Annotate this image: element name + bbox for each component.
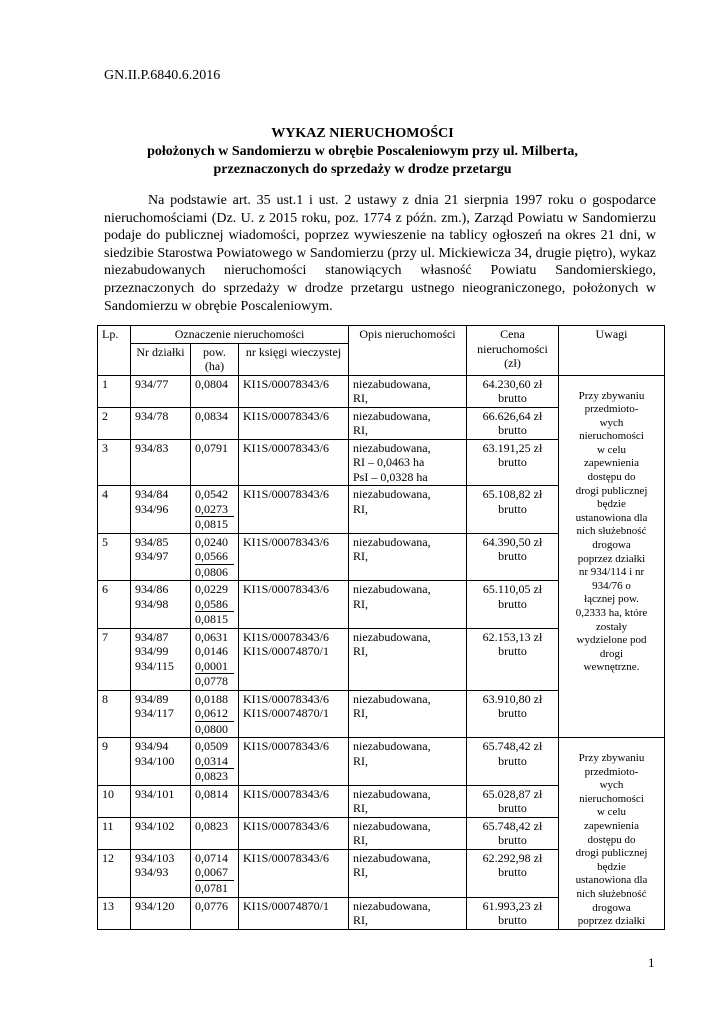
parcel-number: 934/99	[135, 644, 169, 658]
remark-line: nieruchomości	[579, 792, 644, 805]
cell-ksiega	[239, 375, 349, 407]
cell-cena	[467, 785, 559, 817]
cell-lp: 5	[98, 533, 131, 581]
header-nr-dzialki: Nr działki	[131, 343, 191, 375]
cell-opis	[349, 628, 467, 690]
cell-ksiega	[239, 628, 349, 690]
parcel-number: 934/83	[135, 440, 169, 455]
price-line: brutto	[498, 865, 527, 880]
cell-pow	[191, 486, 239, 534]
cell-ksiega	[239, 738, 349, 786]
price-line: brutto	[498, 455, 527, 469]
parcel-area: 0,0188	[195, 691, 228, 706]
cell-ksiega	[239, 533, 349, 581]
cell-lp: 6	[98, 581, 131, 629]
parcel-number: 934/86	[135, 582, 169, 596]
cell-opis	[349, 785, 467, 817]
description-line: niezabudowana,	[353, 487, 431, 501]
cell-ksiega	[239, 690, 349, 738]
parcel-number: 934/77	[135, 376, 169, 391]
description-line: RI,	[353, 596, 368, 611]
cell-cena	[467, 486, 559, 534]
price-line: 63.191,25 zł	[482, 440, 543, 455]
area-total: 0,0815	[195, 611, 234, 627]
price-line: brutto	[498, 423, 527, 437]
land-register-number: KI1S/00078343/6	[243, 818, 330, 833]
cell-ksiega	[239, 817, 349, 849]
cell-lp: 3	[98, 439, 131, 486]
price-line: brutto	[498, 753, 527, 768]
cell-ksiega	[239, 486, 349, 534]
price-line: brutto	[498, 801, 527, 816]
cell-opis	[349, 738, 467, 786]
remark-line: wewnętrzne.	[583, 661, 640, 674]
price-line: 65.108,82 zł	[482, 487, 543, 501]
cell-lp: 1	[98, 375, 131, 407]
parcel-area: 0,0814	[195, 786, 228, 801]
remark-line: nich służebność	[576, 525, 647, 538]
document-title: WYKAZ NIERUCHOMOŚCI	[271, 126, 454, 141]
description-line: niezabudowana,	[353, 629, 431, 644]
cell-dzialki	[131, 785, 191, 817]
cell-opis	[349, 439, 467, 486]
price-line: brutto	[498, 549, 527, 563]
price-line: brutto	[498, 501, 527, 516]
cell-pow	[191, 690, 239, 738]
price-line: brutto	[498, 706, 527, 720]
header-opis: Opis nieruchomości	[349, 326, 467, 376]
land-register-number: KI1S/00078343/6	[243, 440, 330, 455]
remark-line: nich służebność	[576, 887, 647, 900]
cell-opis	[349, 897, 467, 929]
land-register-number: KI1S/00078343/6	[243, 408, 330, 423]
price-line: 61.993,23 zł	[482, 898, 543, 913]
remark-line: dostępu do	[587, 833, 636, 846]
remark-line: poprzez działki	[577, 915, 646, 928]
parcel-number: 934/103	[135, 850, 175, 865]
land-register-number: KI1S/00078343/6	[243, 582, 330, 596]
parcel-area: 0,0714	[195, 850, 228, 865]
cell-pow	[191, 375, 239, 407]
remark-line: wydzielone pod	[576, 634, 647, 647]
header-lp: Lp.	[98, 326, 131, 376]
parcel-number: 934/96	[135, 501, 169, 516]
cell-dzialki	[131, 849, 191, 897]
description-line: niezabudowana,	[353, 408, 431, 423]
cell-dzialki	[131, 817, 191, 849]
remark-line: przedmioto-	[584, 765, 639, 778]
cell-lp: 9	[98, 738, 131, 786]
area-total: 0,0823	[195, 768, 234, 784]
cell-cena	[467, 738, 559, 786]
cell-cena	[467, 628, 559, 690]
cell-opis	[349, 375, 467, 407]
parcel-area: 0,0586	[195, 596, 228, 611]
remark-line: Przy zbywaniu	[578, 752, 645, 764]
cell-ksiega	[239, 849, 349, 897]
cell-lp: 2	[98, 407, 131, 439]
cell-pow	[191, 817, 239, 849]
price-line: 64.390,50 zł	[482, 534, 543, 549]
description-line: niezabudowana,	[353, 850, 431, 865]
description-line: niezabudowana,	[353, 818, 431, 833]
remark-line: zapewnienia	[584, 819, 639, 832]
area-total: 0,0806	[195, 564, 234, 580]
cell-opis	[349, 849, 467, 897]
description-line: niezabudowana,	[353, 582, 431, 596]
document-reference: GN.II.P.6840.6.2016	[104, 68, 221, 83]
remark-line: ustanowiona dla	[575, 874, 648, 887]
parcel-number: 934/84	[135, 487, 169, 501]
cell-dzialki	[131, 690, 191, 738]
parcel-number: 934/94	[135, 739, 169, 753]
cell-dzialki	[131, 628, 191, 690]
parcel-number: 934/102	[135, 818, 175, 833]
remark-line: będzie	[597, 498, 626, 511]
description-line: RI,	[353, 549, 368, 563]
cell-cena	[467, 407, 559, 439]
cell-opis	[349, 407, 467, 439]
table-body	[98, 375, 665, 929]
parcel-number: 934/87	[135, 629, 169, 644]
table-row	[98, 738, 665, 786]
description-line: RI,	[353, 913, 368, 928]
parcel-number: 934/89	[135, 691, 169, 706]
remark-line: dostępu do	[587, 471, 636, 484]
cell-ksiega	[239, 581, 349, 629]
area-total: 0,0781	[195, 880, 234, 896]
cell-cena	[467, 849, 559, 897]
cell-opis	[349, 817, 467, 849]
remark-line: w celu	[596, 806, 626, 819]
cell-dzialki	[131, 407, 191, 439]
remark-line: nr 934/114 i nr	[578, 566, 645, 579]
parcel-number: 934/85	[135, 534, 169, 549]
land-register-number: KI1S/00078343/6	[243, 786, 330, 801]
parcel-area: 0,0509	[195, 739, 228, 753]
parcel-area: 0,0229	[195, 582, 228, 596]
parcel-number: 934/78	[135, 408, 169, 423]
parcel-area: 0,0804	[195, 376, 228, 391]
cell-pow	[191, 897, 239, 929]
cell-dzialki	[131, 486, 191, 534]
page-number: 1	[648, 955, 655, 970]
description-line: RI,	[353, 833, 368, 848]
remark-line: wych	[599, 779, 624, 792]
description-line: RI,	[353, 865, 368, 880]
land-register-number: KI1S/00078343/6	[243, 629, 330, 644]
document-subtitle-line-1: położonych w Sandomierzu w obrębie Poscaleniowym przy ul. Milberta,	[147, 144, 578, 159]
area-total: 0,0778	[195, 673, 234, 689]
cell-pow	[191, 738, 239, 786]
cell-uwagi	[559, 738, 665, 930]
parcel-area: 0,0240	[195, 534, 228, 549]
parcel-area: 0,0001	[195, 658, 228, 673]
remark-line: 934/76 o	[592, 579, 631, 592]
land-register-number: KI1S/00074870/1	[243, 706, 330, 720]
cell-opis	[349, 533, 467, 581]
cell-dzialki	[131, 738, 191, 786]
land-register-number: KI1S/00078343/6	[243, 487, 330, 501]
parcel-area: 0,0631	[195, 629, 228, 644]
cell-cena	[467, 375, 559, 407]
cell-lp: 12	[98, 849, 131, 897]
remark-line: wych	[599, 416, 624, 429]
description-line: niezabudowana,	[353, 691, 431, 706]
remark-line: w celu	[596, 443, 626, 456]
land-register-number: KI1S/00074870/1	[243, 898, 330, 913]
cell-cena	[467, 817, 559, 849]
cell-dzialki	[131, 581, 191, 629]
cell-ksiega	[239, 439, 349, 486]
area-total: 0,0800	[195, 721, 234, 737]
header-ksiega: nr księgi wieczystej	[239, 343, 349, 375]
remark-line: poprzez działki	[577, 552, 646, 565]
area-total: 0,0815	[195, 516, 234, 532]
cell-dzialki	[131, 897, 191, 929]
parcel-area: 0,0566	[195, 549, 228, 563]
table-row	[98, 375, 665, 407]
cell-opis	[349, 690, 467, 738]
remark-line: drogi	[599, 647, 624, 660]
remark-line: 0,2333 ha, które	[575, 607, 648, 619]
parcel-number: 934/97	[135, 549, 169, 563]
cell-opis	[349, 581, 467, 629]
description-line: RI,	[353, 706, 368, 720]
header-oznaczenie: Oznaczenie nieruchomości	[131, 326, 349, 344]
land-register-number: KI1S/00078343/6	[243, 376, 330, 391]
cell-cena	[467, 439, 559, 486]
parcel-area: 0,0776	[195, 898, 228, 913]
description-line: RI,	[353, 801, 368, 816]
cell-dzialki	[131, 439, 191, 486]
parcel-number: 934/98	[135, 596, 169, 611]
remark-line: ustanowiona dla	[575, 511, 648, 524]
price-line: brutto	[498, 913, 527, 928]
cell-cena	[467, 581, 559, 629]
price-line: 62.153,13 zł	[482, 629, 543, 644]
parcel-number: 934/93	[135, 865, 169, 880]
cell-pow	[191, 849, 239, 897]
cell-pow	[191, 581, 239, 629]
parcel-area: 0,0823	[195, 818, 228, 833]
description-line: niezabudowana,	[353, 898, 431, 913]
description-line: RI – 0,0463 ha	[353, 455, 425, 469]
property-table	[97, 325, 665, 930]
cell-pow	[191, 628, 239, 690]
cell-lp: 8	[98, 690, 131, 738]
parcel-number: 934/101	[135, 786, 175, 801]
price-line: brutto	[498, 833, 527, 848]
remark-line: zostały	[595, 620, 628, 633]
parcel-area: 0,0834	[195, 408, 228, 423]
cell-pow	[191, 407, 239, 439]
parcel-number: 934/115	[135, 658, 174, 673]
description-line: niezabudowana,	[353, 376, 431, 391]
remark-line: łącznej pow.	[584, 593, 639, 606]
parcel-number: 934/120	[135, 898, 175, 913]
description-line: RI,	[353, 644, 368, 658]
cell-ksiega	[239, 897, 349, 929]
cell-opis	[349, 486, 467, 534]
price-line: brutto	[498, 391, 527, 405]
remark-line: będzie	[597, 860, 626, 873]
land-register-number: KI1S/00078343/6	[243, 691, 330, 706]
remark-line: Przy zbywaniu	[578, 389, 645, 402]
cell-ksiega	[239, 785, 349, 817]
cell-lp: 11	[98, 817, 131, 849]
remark-line: przedmioto-	[584, 403, 639, 416]
land-register-number: KI1S/00078343/6	[243, 534, 330, 549]
parcel-area: 0,0542	[195, 487, 228, 501]
document-subtitle-line-2: przeznaczonych do sprzedaży w drodze przetargu	[213, 162, 512, 177]
parcel-area: 0,0612	[195, 706, 228, 720]
description-line: niezabudowana,	[353, 739, 431, 753]
price-line: 66.626,64 zł	[482, 408, 543, 423]
description-line: RI,	[353, 423, 368, 437]
price-line: 65.748,42 zł	[482, 739, 543, 753]
price-line: 65.110,05 zł	[482, 582, 543, 596]
land-register-number: KI1S/00074870/1	[243, 644, 330, 658]
cell-lp: 10	[98, 785, 131, 817]
description-line: niezabudowana,	[353, 440, 431, 455]
price-line: brutto	[498, 644, 527, 658]
description-line: niezabudowana,	[353, 786, 431, 801]
cell-cena	[467, 897, 559, 929]
land-register-number: KI1S/00078343/6	[243, 850, 330, 865]
remark-line: zapewnienia	[584, 457, 639, 470]
parcel-area: 0,0314	[195, 753, 228, 768]
parcel-area: 0,0067	[195, 865, 228, 880]
description-line: RI,	[353, 753, 368, 768]
price-line: 63.910,80 zł	[482, 691, 543, 706]
cell-lp: 13	[98, 897, 131, 929]
parcel-area: 0,0273	[195, 501, 228, 516]
description-line: PsI – 0,0328 ha	[353, 469, 428, 484]
remark-line: drogi publicznej	[575, 847, 648, 860]
cell-dzialki	[131, 375, 191, 407]
cell-pow	[191, 785, 239, 817]
description-line: niezabudowana,	[353, 534, 431, 549]
intro-paragraph: Na podstawie art. 35 ust.1 i ust. 2 ustawy z dnia 21 sierpnia 1997 roku o gospodarce nieruchomościami (Dz. U. z 2015 roku, poz. 1774 z późn. zm.), Zarząd Powiatu w Sandomierzu podaje do publicznej wiadomości, poprzez wywieszenie na tablicy ogłoszeń na okres 21 dni, w siedzibie Starostwa Powiatowego w Sandomierzu (przy ul. Mickiewicza 34, drugie piętro), wykaz niezabudowanych nieruchomości stanowiących własność Powiatu Sandomierskiego, przeznaczonych do sprzedaży w drodze przetargu ustnego nieograniczonego, położonych w Sandomierzu w obrębie Poscaleniowym.	[104, 193, 656, 314]
parcel-area: 0,0146	[195, 644, 228, 658]
remark-line: drogowa	[592, 901, 631, 914]
cell-dzialki	[131, 533, 191, 581]
header-pow: pow. (ha)	[191, 343, 239, 375]
cell-cena	[467, 690, 559, 738]
header-cena: Cena nieruchomości (zł)	[467, 326, 559, 376]
remark-line: drogi publicznej	[575, 484, 648, 497]
cell-ksiega	[239, 407, 349, 439]
cell-uwagi	[559, 375, 665, 738]
cell-pow	[191, 439, 239, 486]
description-line: RI,	[353, 391, 368, 405]
remark-line: nieruchomości	[579, 430, 644, 443]
price-line: 64.230,60 zł	[482, 376, 543, 391]
price-line: brutto	[498, 596, 527, 611]
cell-lp: 7	[98, 628, 131, 690]
cell-cena	[467, 533, 559, 581]
description-line: RI,	[353, 501, 368, 516]
parcel-area: 0,0791	[195, 440, 228, 455]
cell-pow	[191, 533, 239, 581]
cell-lp: 4	[98, 486, 131, 534]
parcel-number: 934/117	[135, 706, 174, 720]
price-line: 65.748,42 zł	[482, 818, 543, 833]
remark-line: drogowa	[592, 539, 631, 552]
price-line: 65.028,87 zł	[482, 786, 543, 801]
land-register-number: KI1S/00078343/6	[243, 739, 330, 753]
price-line: 62.292,98 zł	[482, 850, 543, 865]
parcel-number: 934/100	[135, 753, 175, 768]
header-uwagi: Uwagi	[559, 326, 665, 376]
